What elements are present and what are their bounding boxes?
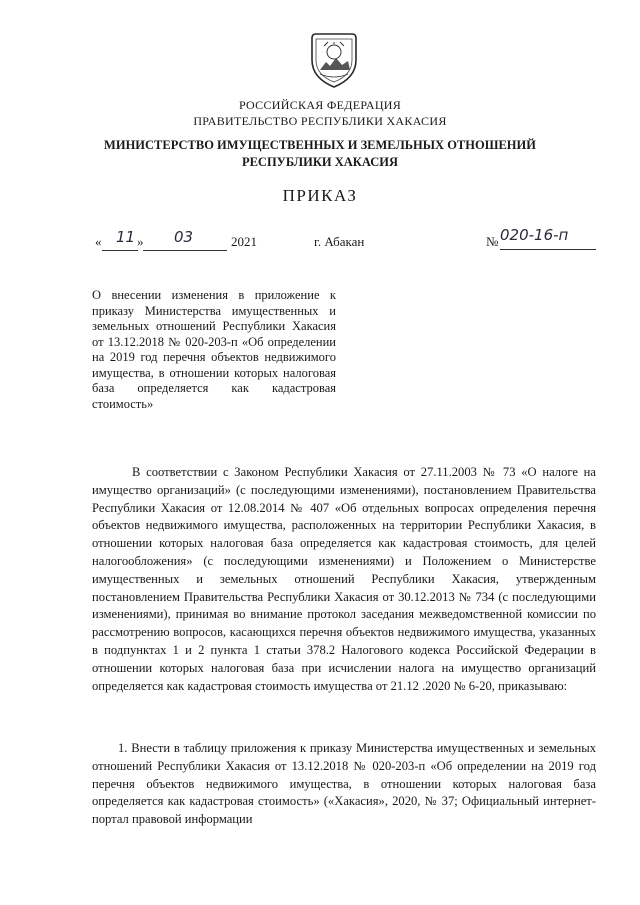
date-month: 03	[174, 228, 194, 246]
government-title: ПРАВИТЕЛЬСТВО РЕСПУБЛИКИ ХАКАСИЯ	[193, 114, 447, 128]
document-number: 020-16-п	[500, 226, 569, 244]
date-quote-open: «	[95, 234, 102, 249]
number-underline	[500, 249, 596, 250]
date-day: 11	[116, 228, 136, 246]
day-underline	[102, 250, 138, 251]
date-quote-close: »	[137, 234, 144, 249]
coat-of-arms-emblem	[306, 30, 362, 90]
city: г. Абакан	[314, 234, 365, 249]
ministry-title-line2: РЕСПУБЛИКИ ХАКАСИЯ	[241, 155, 399, 169]
item-1-paragraph: 1. Внести в таблицу приложения к приказу Министерства имущественных и земельных отношений Республики Хакасия от 13.12.2018 № 020-203-п «Об определении на 2019 год перечня объектов недвижимого имущества, в отношении которых налоговая база определяется как кадастровая стоимость» («Хакасия», 2020, № 37; Официальный интернет-портал правовой информации	[92, 741, 596, 827]
country-title: РОССИЙСКАЯ ФЕДЕРАЦИЯ	[238, 98, 402, 112]
document-type: ПРИКАЗ	[282, 186, 358, 205]
date-year: 2021	[231, 234, 257, 249]
month-underline	[143, 250, 227, 251]
order-subject: О внесении изменения в приложение к приказу Министерства имущественных и земельных отношений Республики Хакасия от 13.12.2018 № 020-203-п «Об определении на 2019 год перечня объектов недвижимого имущества, в отношении которых налоговая база определяется как кадастровая стоимость»	[92, 288, 336, 411]
preamble-paragraph: В соответствии с Законом Республики Хакасия от 27.11.2003 № 73 «О налоге на имущество организаций» (с последующими изменениями), постановлением Правительства Республики Хакасия от 12.08.2014 № 407 «Об отдельных вопросах определения перечня объектов недвижимого имущества, расположенных на территории Республики Хакасия, в отношении которых налоговая база определяется как кадастровая стоимость, для целей налогообложения» (с последующими изменениями) и Положением о Министерстве имущественных и земельных отношений Республики Хакасия, утвержденным постановлением Правительства Республики Хакасия от 30.12.2013 № 734 (с последующими изменениями), принимая во внимание протокол заседания межведомственной комиссии по рассмотрению вопросов, касающихся перечня объектов недвижимого имущества, указанных в подпунктах 1 и 2 пункта 1 статьи 378.2 Налогового кодекса Российской Федерации в отношении которых налоговая база при исчислении налога на имущество организаций определяется как кадастровая стоимость имущества от 21.12 .2020 № 6-20, приказываю:	[92, 465, 596, 693]
number-prefix: №	[486, 234, 499, 249]
ministry-title-line1: МИНИСТЕРСТВО ИМУЩЕСТВЕННЫХ И ЗЕМЕЛЬНЫХ ОТНОШЕНИЙ	[104, 138, 536, 152]
